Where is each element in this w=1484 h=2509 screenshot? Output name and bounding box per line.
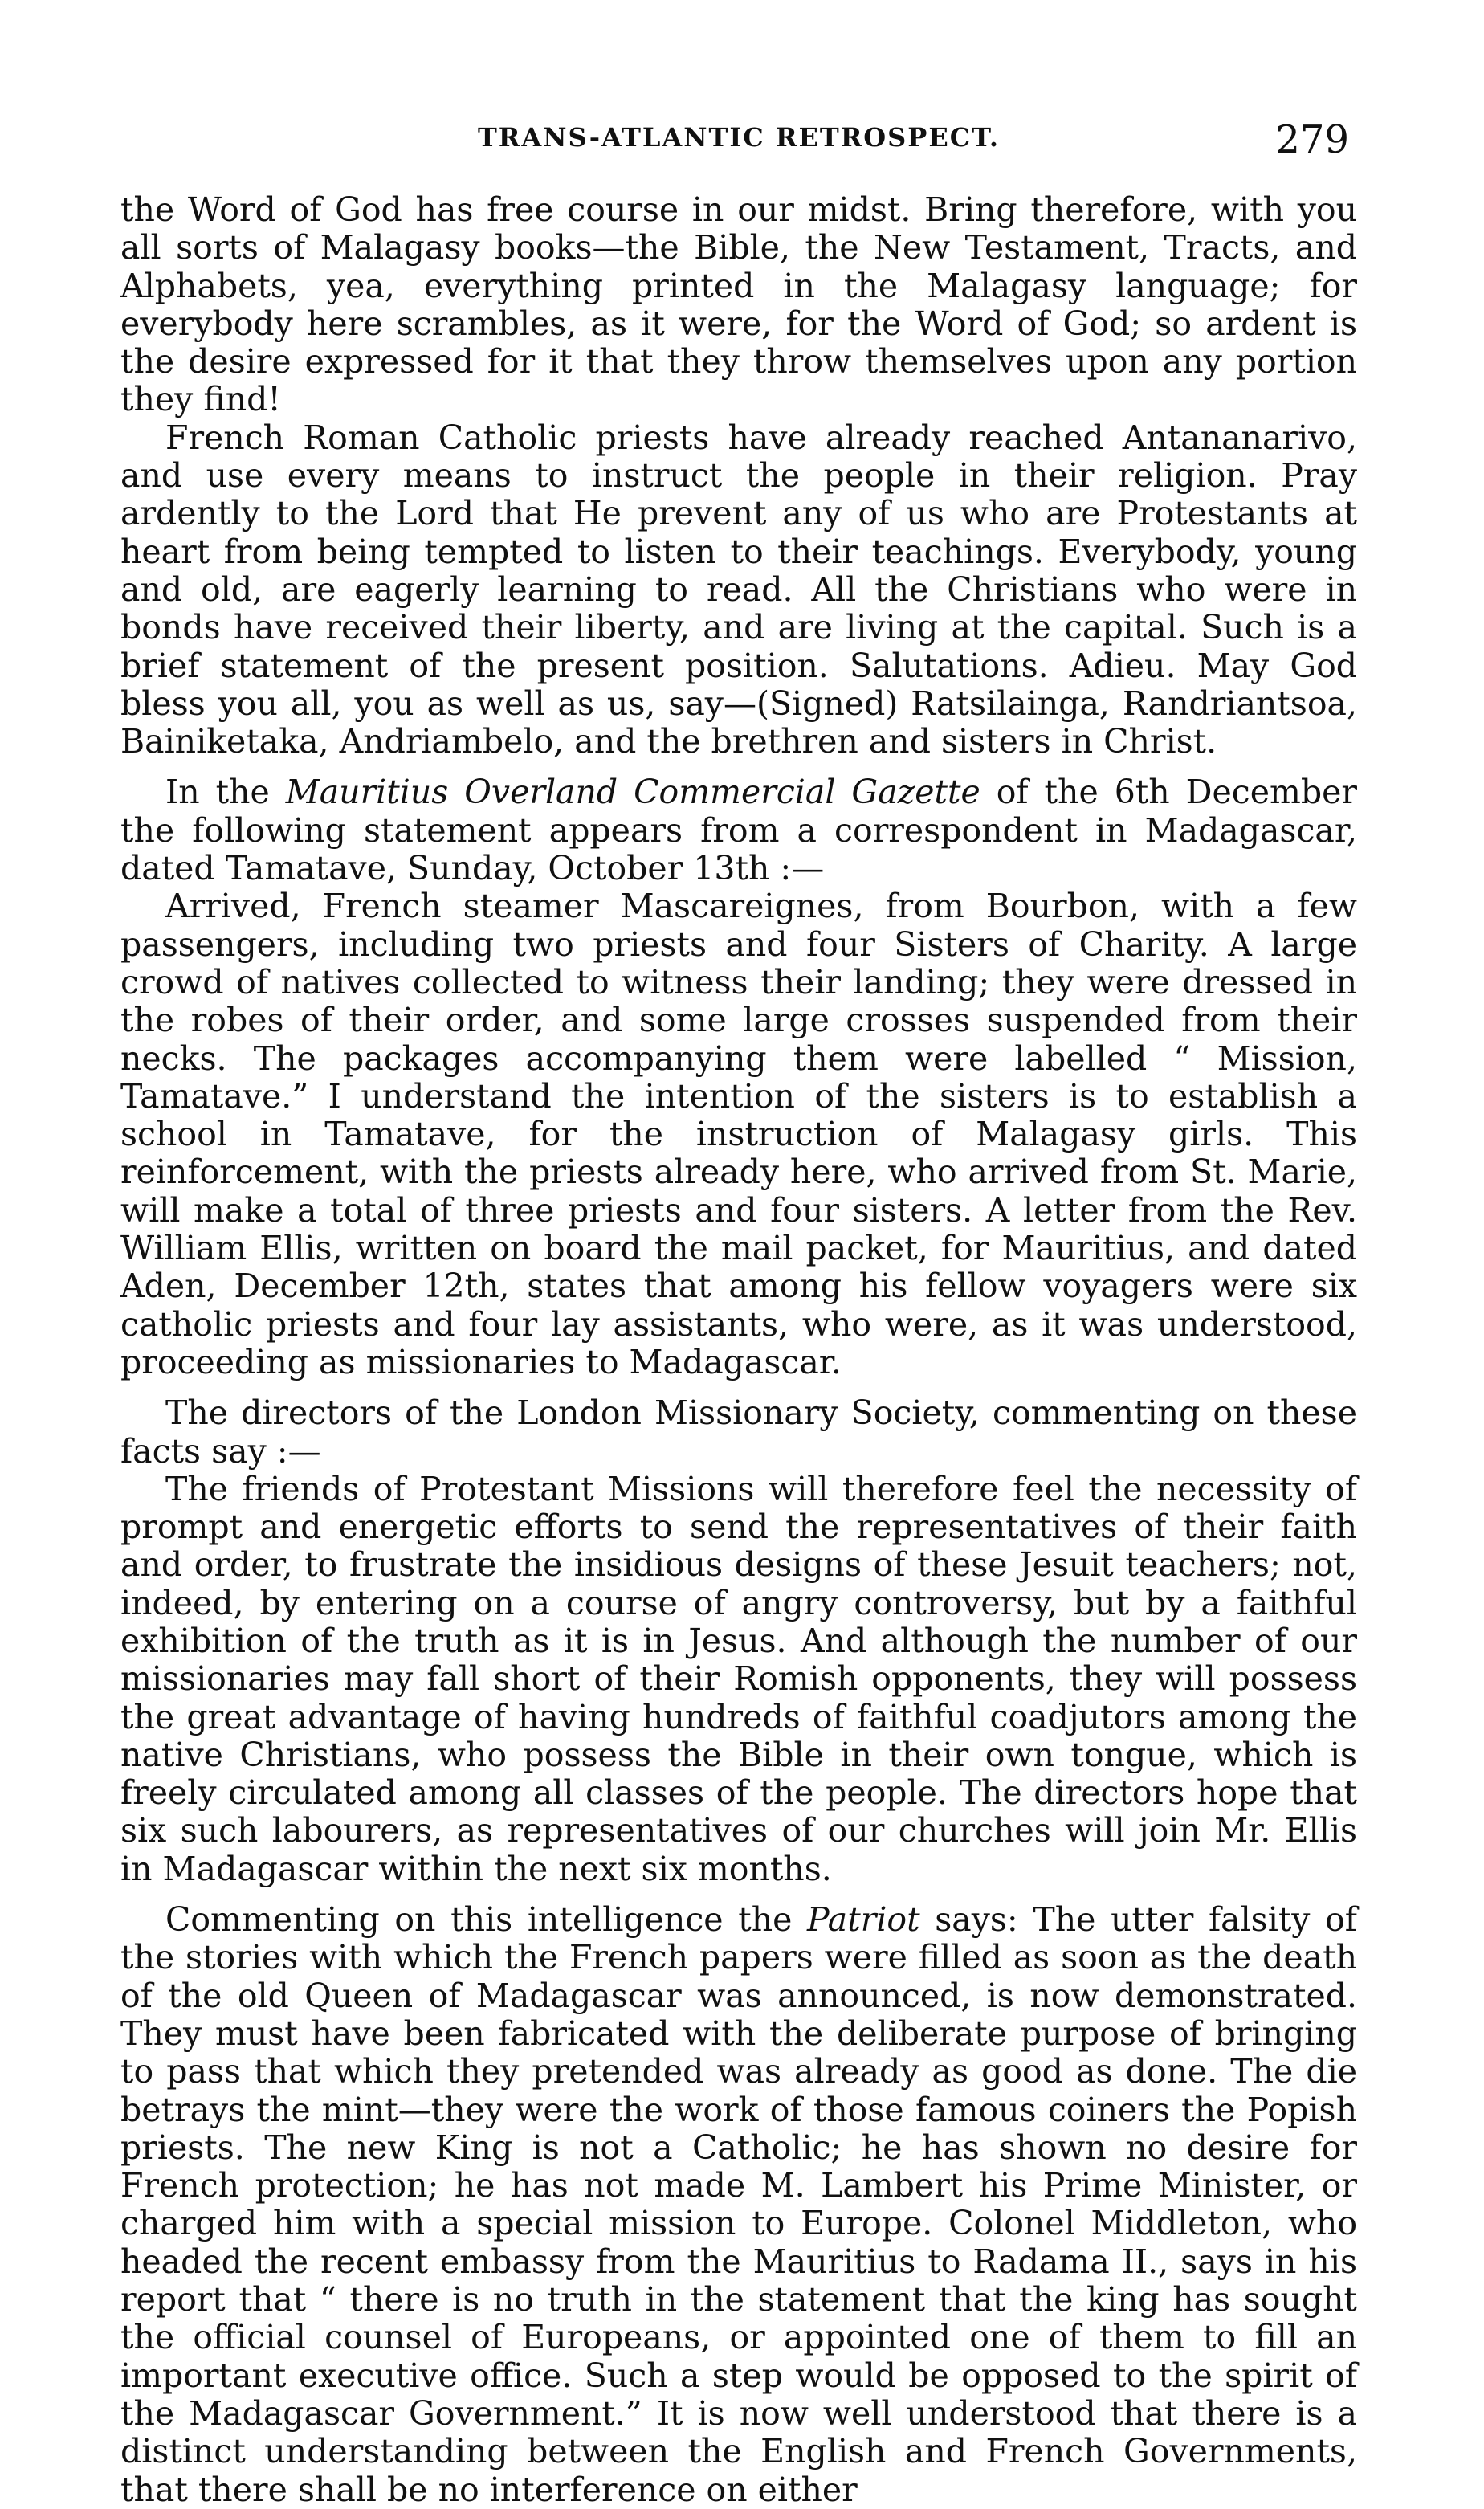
page-number: 279: [1275, 117, 1349, 162]
paragraph-directors-intro: The directors of the London Missionary Society, commenting on these facts say :—: [120, 1393, 1357, 1471]
gazette-intro-before: In the: [165, 773, 286, 812]
gazette-title: Mauritius Overland Commercial Gazette: [285, 773, 980, 812]
paragraph-gazette-intro: [120, 773, 1357, 887]
patriot-before: Commenting on this intelligence the: [165, 1900, 808, 1940]
paragraph-french-priests: French Roman Catholic priests have already reached Antananarivo, and use every means to instruct the people in their religion. Pray ardently to the Lord that He prevent any of us who are Protestants at heart from being tempted to listen to their teachings. Everybody, young and old, are eagerly learning to read. All the Christians who were in bonds have received their liberty, and are living at the capital. Such is a brief statement of the present position. Salutations. Adieu. May God bless you all, you as well as us, say—(Signed) Ratsilainga, Randriantsoa, Bainiketaka, Andriambelo, and the brethren and sisters in Christ.: [120, 418, 1357, 761]
body-text: [120, 191, 1357, 2509]
page-header: [120, 117, 1357, 165]
running-head: TRANS-ATLANTIC RETROSPECT.: [477, 122, 1001, 153]
paragraph-patriot-commentary: [120, 1901, 1357, 2509]
gazette-intro-after: of the 6th December the following statement appears from a correspondent in Madagascar, dated Tamatave, Sunday, October 13th :—: [120, 773, 1358, 888]
paragraph-continuation: the Word of God has free course in our midst. Bring therefore, with you all sorts of Malagasy books—the Bible, the New Testament, Tracts, and Alphabets, yea, everything printed in the Malagasy language; for everybody here scrambles, as it were, for the Word of God; so ardent is the desire expressed for it that they throw themselves upon any portion they find!: [120, 190, 1357, 419]
paragraph-steamer-arrival: Arrived, French steamer Mascareignes, from Bourbon, with a few passengers, including two priests and four Sisters of Charity. A large crowd of natives collected to witness their landing; they were dressed in the robes of their order, and some large crosses suspended from their necks. The packages accompanying them were labelled “ Mission, Tamatave.” I understand the intention of the sisters is to establish a school in Tamatave, for the instruction of Malagasy girls. This reinforcement, with the priests already here, who arrived from St. Marie, will make a total of three priests and four sisters. A letter from the Rev. William Ellis, written on board the mail packet, for Mauritius, and dated Aden, December 12th, states that among his fellow voyagers were six catholic priests and four lay assistants, who were, as it was understood, proceeding as missionaries to Madagascar.: [120, 887, 1357, 1381]
paragraph-protestant-missions: The friends of Protestant Missions will therefore feel the necessity of prompt and energetic efforts to send the representatives of their faith and order, to frustrate the insidious designs of these Jesuit teachers; not, indeed, by entering on a course of angry controversy, but by a faithful exhibition of the truth as it is in Jesus. And although the number of our missionaries may fall short of their Romish opponents, they will possess the great advantage of having hundreds of faithful coadjutors among the native Christians, who possess the Bible in their own tongue, which is freely circulated among all classes of the people. The directors hope that six such labourers, as representatives of our churches will join Mr. Ellis in Madagascar within the next six months.: [120, 1469, 1357, 1888]
patriot-after: says: The utter falsity of the stories with which the French papers were filled as soon as the death of the old Queen of Madagascar was announced, is now demonstrated. They must have been fabricated with the deliberate purpose of bringing to pass that which they pretended was already as good as done. The die betrays the mint—they were the work of those famous coiners the Popish priests. The new King is not a Catholic; he has shown no desire for French protection; he has not made M. Lambert his Prime Minister, or charged him with a special mission to Europe. Colonel Middleton, who headed the recent embassy from the Mauritius to Radama II., says in his report that “ there is no truth in the statement that the king has sought the official counsel of Europeans, or appointed one of them to fill an important executive office. Such a step would be opposed to the spirit of the Madagascar Government.” It is now well understood that there is a distinct understanding between the English and French Governments, that there shall be no interference on either: [120, 1900, 1357, 2509]
patriot-title: Patriot: [807, 1900, 920, 1940]
